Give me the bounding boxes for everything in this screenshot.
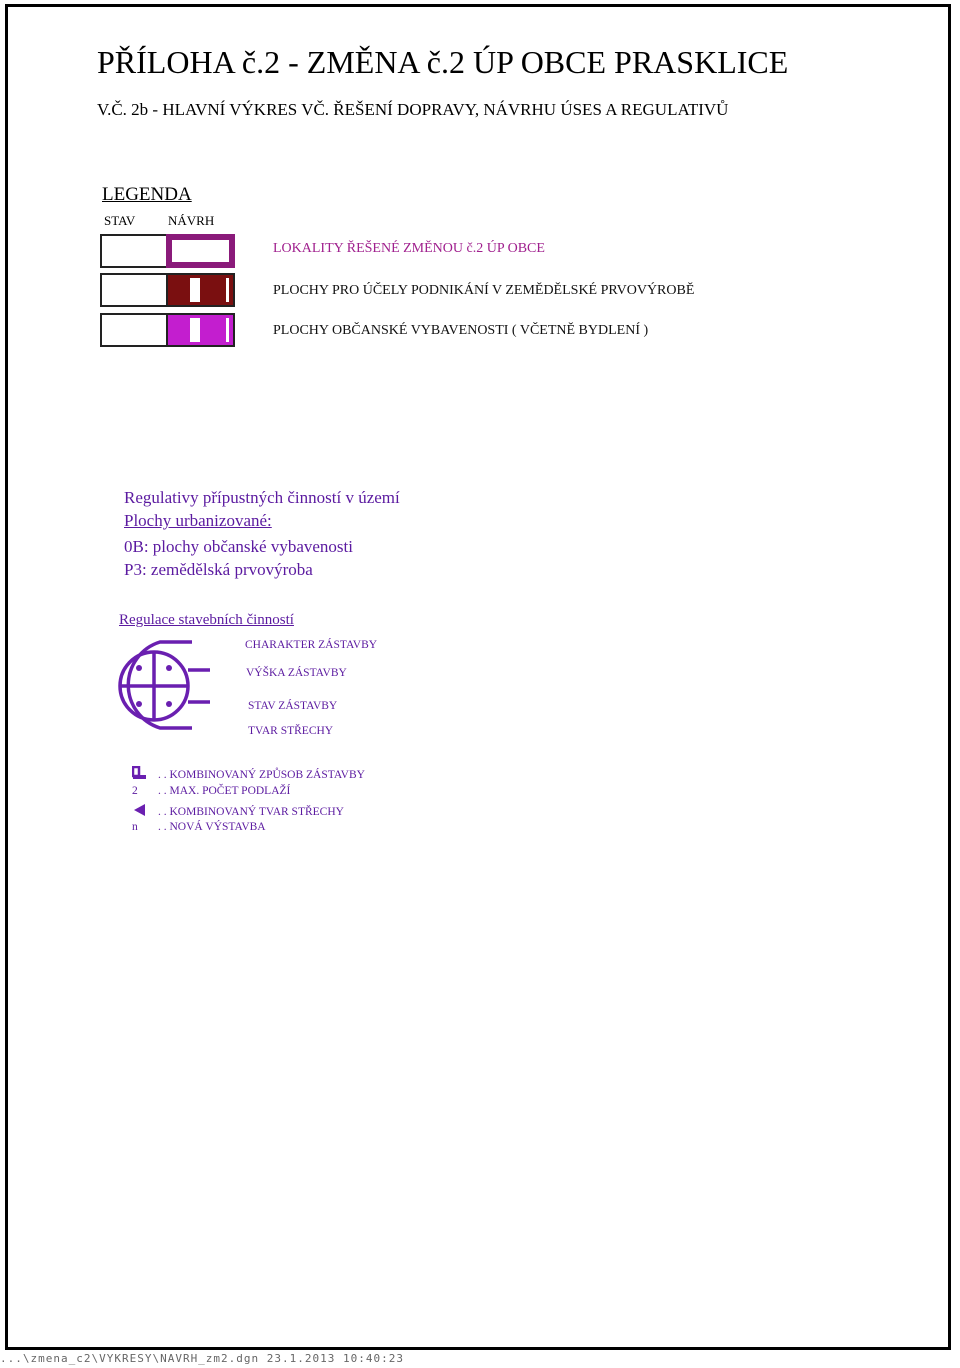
legend-label-obcanska: PLOCHY OBČANSKÉ VYBAVENOSTI ( VČETNĚ BYDLENÍ ) <box>273 323 649 338</box>
legend-swatch-lokality-navrh <box>166 234 235 268</box>
key-item-max-podlazi <box>132 785 290 797</box>
legend-column-navrh: NÁVRH <box>168 213 215 228</box>
roof-shape-icon <box>132 803 158 818</box>
legend-swatch-zemedelska <box>100 273 233 307</box>
regulativy-subtitle: Plochy urbanizované: <box>124 511 272 530</box>
legend-swatch-lokality <box>100 234 233 268</box>
file-path-footer: ...\zmena_c2\VYKRESY\NAVRH_zm2.dgn 23.1.2013 10:40:23 <box>0 1352 404 1365</box>
legend-column-stav: STAV <box>104 213 136 228</box>
regulativy-line-p3: P3: zemědělská prvovýroba <box>124 560 313 579</box>
legend-title: LEGENDA <box>102 184 192 205</box>
page-title: PŘÍLOHA č.2 - ZMĚNA č.2 ÚP OBCE PRASKLICE <box>97 44 789 80</box>
regulation-key-symbol-icon <box>112 636 242 736</box>
legend-label-lokality: LOKALITY ŘEŠENÉ ZMĚNOU č.2 ÚP OBCE <box>273 241 545 256</box>
key-text-nova-vystavba: . . NOVÁ VÝSTAVBA <box>158 821 266 833</box>
legend-swatch-obcanska-navrh <box>166 313 235 347</box>
combined-building-icon <box>132 766 158 781</box>
key-symbol-podlazi: 2 <box>132 785 138 797</box>
symbol-label-stav: STAV ZÁSTAVBY <box>248 700 338 712</box>
key-item-tvar-strechy <box>132 803 344 818</box>
symbol-label-tvar: TVAR STŘECHY <box>248 725 334 737</box>
regulativy-title: Regulativy přípustných činností v území <box>124 488 400 507</box>
key-text-max-podlazi: . . MAX. POČET PODLAŽÍ <box>158 785 291 797</box>
legend-label-zemedelska: PLOCHY PRO ÚČELY PODNIKÁNÍ V ZEMĚDĚLSKÉ PRVOVÝROBĚ <box>273 283 695 298</box>
key-item-nova-vystavba <box>132 821 266 833</box>
key-text-tvar-strechy: . . KOMBINOVANÝ TVAR STŘECHY <box>158 806 344 818</box>
key-symbol-nova: n <box>132 821 138 833</box>
symbol-label-charakter: CHARAKTER ZÁSTAVBY <box>245 639 378 651</box>
symbol-label-vyska: VÝŠKA ZÁSTAVBY <box>246 667 347 679</box>
legend-swatch-zemedelska-navrh <box>166 273 235 307</box>
legend-swatch-obcanska <box>100 313 233 347</box>
regulace-title: Regulace stavebních činností <box>119 612 294 628</box>
key-item-kombinovany-zpusob <box>132 766 365 781</box>
key-text-kombinovany-zpusob: . . KOMBINOVANÝ ZPŮSOB ZÁSTAVBY <box>158 769 365 781</box>
page-subtitle: V.Č. 2b - HLAVNÍ VÝKRES VČ. ŘEŠENÍ DOPRAVY, NÁVRHU ÚSES A REGULATIVŮ <box>97 100 729 119</box>
regulativy-line-0b: 0B: plochy občanské vybavenosti <box>124 537 353 556</box>
